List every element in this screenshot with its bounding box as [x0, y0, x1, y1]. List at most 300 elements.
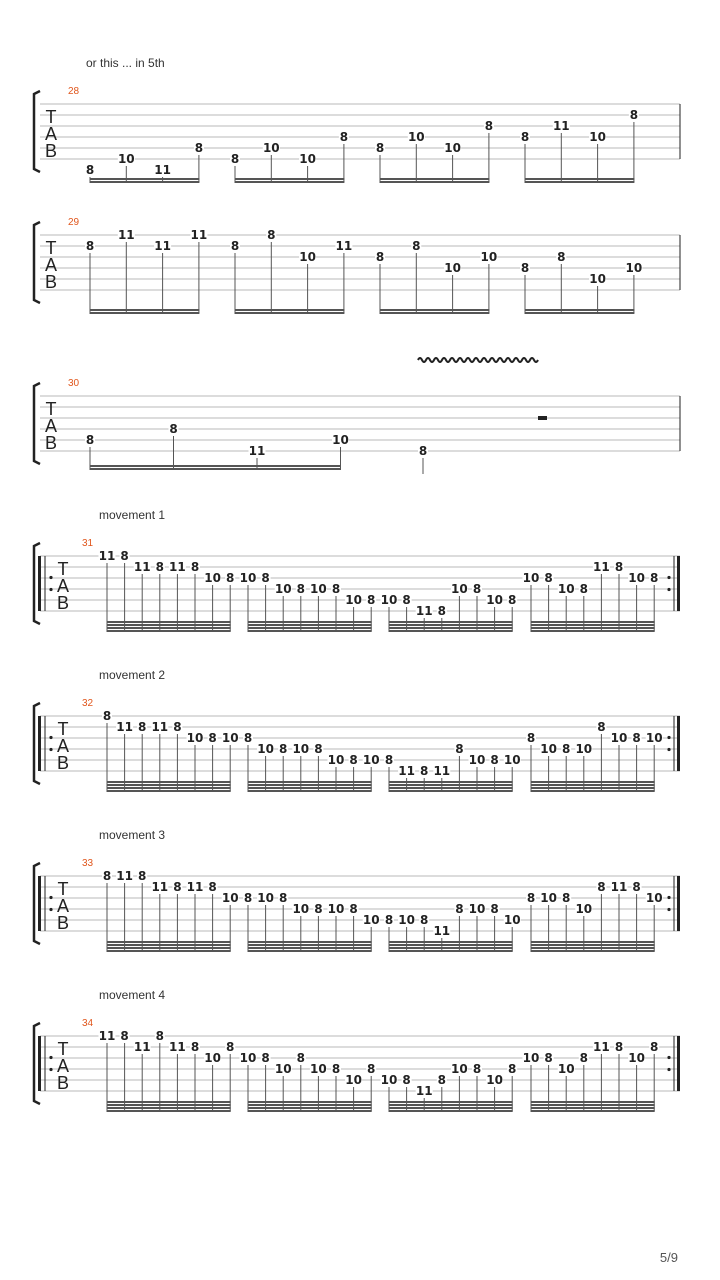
- beam: [90, 312, 200, 314]
- fret-number: 8: [314, 742, 323, 756]
- tab-clef-letter: A: [44, 255, 58, 275]
- beam: [389, 781, 513, 783]
- beam: [248, 621, 372, 623]
- beam: [389, 950, 513, 952]
- fret-number: 10: [645, 731, 663, 745]
- fret-number: 10: [444, 261, 461, 275]
- tab-clef-letter: B: [56, 1073, 70, 1093]
- fret-number: 10: [480, 250, 498, 264]
- fret-number: 10: [345, 593, 362, 607]
- beam: [107, 941, 231, 943]
- system-bracket: [34, 91, 40, 172]
- fret-number: 8: [138, 720, 147, 734]
- tab-clef-letter: A: [44, 124, 58, 144]
- fret-number: 11: [593, 560, 610, 574]
- system-bracket: [34, 383, 40, 464]
- fret-number: 8: [208, 731, 217, 745]
- beam: [531, 787, 655, 789]
- beam: [380, 309, 490, 311]
- beam: [235, 181, 345, 183]
- fret-number: 10: [468, 902, 486, 916]
- repeat-dot: [49, 576, 52, 579]
- fret-number: 10: [557, 1062, 575, 1076]
- beam: [248, 941, 372, 943]
- fret-number: 10: [299, 152, 316, 166]
- beam: [90, 465, 342, 467]
- beam: [107, 1107, 231, 1109]
- beam: [248, 784, 372, 786]
- beam: [90, 178, 200, 180]
- fret-number: 11: [151, 880, 169, 894]
- repeat-dot: [667, 908, 670, 911]
- beam: [107, 781, 231, 783]
- measure-number: 31: [82, 538, 94, 549]
- fret-number: 8: [194, 141, 204, 155]
- repeat-start-thick-bar: [38, 556, 41, 611]
- beam: [235, 312, 345, 314]
- fret-number: 8: [120, 1029, 129, 1043]
- beam: [107, 627, 231, 629]
- fret-number: 10: [444, 141, 461, 155]
- fret-number: 11: [98, 549, 116, 563]
- repeat-dot: [49, 736, 52, 739]
- fret-number: 8: [437, 604, 446, 618]
- tab-clef-letter: B: [44, 272, 58, 292]
- fret-number: 8: [544, 1051, 553, 1065]
- beam: [389, 627, 513, 629]
- fret-number: 8: [437, 1073, 446, 1087]
- fret-number: 10: [292, 902, 310, 916]
- fret-number: 8: [412, 239, 421, 253]
- fret-number: 10: [362, 913, 380, 927]
- fret-number: 10: [332, 433, 349, 447]
- fret-number: 10: [262, 141, 280, 155]
- beam: [531, 624, 655, 626]
- fret-number: 10: [589, 130, 606, 144]
- beam: [107, 787, 231, 789]
- fret-number: 11: [116, 720, 133, 734]
- beam: [389, 1107, 513, 1109]
- repeat-start-thick-bar: [38, 876, 41, 931]
- beam: [248, 624, 372, 626]
- fret-number: 10: [292, 742, 310, 756]
- repeat-dot: [667, 748, 670, 751]
- fret-number: 10: [407, 130, 425, 144]
- measure-number: 34: [82, 1018, 94, 1029]
- fret-number: 10: [380, 593, 398, 607]
- beam: [531, 781, 655, 783]
- beam: [107, 624, 231, 626]
- fret-number: 10: [186, 731, 204, 745]
- fret-number: 10: [310, 1062, 327, 1076]
- beam: [531, 627, 655, 629]
- fret-number: 8: [349, 902, 358, 916]
- fret-number: 11: [117, 228, 135, 242]
- fret-number: 8: [155, 560, 164, 574]
- fret-number: 10: [327, 753, 345, 767]
- repeat-dot: [667, 576, 670, 579]
- section-caption: or this ... in 5th: [86, 56, 165, 70]
- staff-system: [34, 56, 680, 183]
- repeat-end-thick-bar: [677, 556, 680, 611]
- fret-number: 8: [597, 880, 606, 894]
- fret-number: 8: [472, 582, 482, 596]
- fret-number: 8: [243, 891, 253, 905]
- repeat-dot: [49, 1068, 52, 1071]
- beam: [389, 947, 513, 949]
- fret-number: 8: [190, 560, 200, 574]
- fret-number: 8: [614, 560, 624, 574]
- fret-number: 10: [362, 753, 380, 767]
- fret-number: 10: [221, 891, 239, 905]
- beam: [248, 627, 372, 629]
- fret-number: 8: [526, 891, 536, 905]
- fret-number: 11: [433, 764, 451, 778]
- fret-number: 10: [451, 1062, 468, 1076]
- beam: [235, 178, 345, 180]
- repeat-dot: [49, 588, 52, 591]
- fret-number: 11: [151, 720, 169, 734]
- fret-number: 8: [173, 880, 182, 894]
- fret-number: 8: [208, 880, 217, 894]
- beam: [107, 1101, 231, 1103]
- fret-number: 8: [375, 141, 385, 155]
- beam: [248, 781, 372, 783]
- fret-number: 10: [398, 913, 415, 927]
- tab-clef-letter: T: [45, 107, 57, 127]
- beam: [531, 944, 655, 946]
- fret-number: 8: [402, 1073, 411, 1087]
- fret-number: 8: [279, 742, 288, 756]
- repeat-dot: [667, 588, 670, 591]
- measure-number: 30: [68, 378, 80, 389]
- fret-number: 8: [85, 239, 95, 253]
- fret-number: 10: [486, 1073, 503, 1087]
- fret-number: 8: [331, 1062, 341, 1076]
- beam: [107, 790, 231, 792]
- fret-number: 8: [629, 108, 639, 122]
- fret-number: 8: [138, 869, 147, 883]
- fret-number: 8: [520, 261, 530, 275]
- beam: [525, 181, 635, 183]
- fret-number: 8: [173, 720, 182, 734]
- system-bracket: [34, 222, 40, 303]
- fret-number: 10: [645, 891, 663, 905]
- fret-number: 8: [544, 571, 553, 585]
- fret-number: 8: [349, 753, 358, 767]
- fret-number: 8: [418, 444, 428, 458]
- fret-number: 8: [367, 1062, 376, 1076]
- page-number: 5/9: [659, 1250, 678, 1265]
- beam: [389, 790, 513, 792]
- beam: [531, 1107, 655, 1109]
- fret-number: 11: [398, 764, 415, 778]
- fret-number: 8: [402, 593, 411, 607]
- beam: [525, 309, 635, 311]
- beam: [380, 178, 490, 180]
- fret-number: 8: [230, 239, 240, 253]
- beam: [248, 947, 372, 949]
- beam: [107, 784, 231, 786]
- fret-number: 8: [296, 582, 305, 596]
- fret-number: 10: [589, 272, 606, 286]
- fret-number: 8: [455, 902, 464, 916]
- fret-number: 10: [257, 891, 274, 905]
- fret-number: 8: [279, 891, 288, 905]
- fret-number: 8: [169, 422, 178, 436]
- beam: [380, 312, 490, 314]
- staff-system: [34, 358, 680, 474]
- tab-clef-letter: B: [56, 753, 70, 773]
- repeat-dot: [667, 736, 670, 739]
- measure-number: 28: [68, 86, 80, 97]
- fret-number: 11: [169, 1040, 186, 1054]
- beam: [107, 947, 231, 949]
- measure-number: 33: [82, 858, 94, 869]
- beam: [525, 178, 635, 180]
- fret-number: 10: [327, 902, 345, 916]
- repeat-dot: [667, 1068, 670, 1071]
- fret-number: 8: [650, 1040, 659, 1054]
- fret-number: 8: [243, 731, 253, 745]
- fret-number: 10: [575, 742, 593, 756]
- fret-number: 10: [274, 582, 292, 596]
- staff-system: [34, 508, 680, 632]
- fret-number: 11: [415, 604, 433, 618]
- fret-number: 8: [331, 582, 341, 596]
- beam: [389, 621, 513, 623]
- fret-number: 10: [625, 261, 643, 275]
- fret-number: 8: [85, 163, 95, 177]
- measure-number: 29: [68, 217, 80, 228]
- beam: [531, 784, 655, 786]
- tab-clef-letter: A: [56, 1056, 70, 1076]
- section-caption: movement 3: [99, 828, 166, 842]
- fret-number: 11: [116, 869, 133, 883]
- tab-clef-letter: A: [56, 576, 70, 596]
- fret-number: 10: [468, 753, 486, 767]
- tab-clef-letter: B: [56, 593, 70, 613]
- repeat-dot: [667, 1056, 670, 1059]
- fret-number: 10: [522, 1051, 540, 1065]
- beam: [248, 790, 372, 792]
- fret-number: 8: [562, 742, 571, 756]
- repeat-dot: [49, 908, 52, 911]
- fret-number: 8: [579, 582, 588, 596]
- staff-system: [34, 988, 680, 1112]
- fret-number: 8: [155, 1029, 164, 1043]
- fret-number: 11: [552, 119, 570, 133]
- repeat-dot: [49, 748, 52, 751]
- repeat-dot: [49, 896, 52, 899]
- fret-number: 8: [508, 593, 517, 607]
- tab-clef-letter: T: [57, 559, 69, 579]
- beam: [107, 944, 231, 946]
- fret-number: 10: [503, 913, 521, 927]
- tab-clef-letter: B: [56, 913, 70, 933]
- tab-clef-letter: B: [44, 141, 58, 161]
- fret-number: 8: [455, 742, 464, 756]
- beam: [389, 1104, 513, 1106]
- fret-number: 8: [384, 913, 394, 927]
- beam: [248, 1104, 372, 1106]
- fret-number: 11: [154, 239, 171, 253]
- fret-number: 10: [117, 152, 135, 166]
- fret-number: 8: [120, 549, 129, 563]
- fret-number: 11: [98, 1029, 116, 1043]
- fret-number: 10: [503, 753, 521, 767]
- fret-number: 8: [526, 731, 536, 745]
- staff-system: [34, 668, 680, 792]
- beam: [525, 312, 635, 314]
- beam: [389, 784, 513, 786]
- beam: [248, 1110, 372, 1112]
- fret-number: 10: [451, 582, 468, 596]
- beam: [248, 630, 372, 632]
- fret-number: 8: [261, 1051, 270, 1065]
- tab-clef-letter: T: [57, 719, 69, 739]
- tab-clef-letter: T: [45, 399, 57, 419]
- beam: [248, 787, 372, 789]
- fret-number: 8: [490, 753, 499, 767]
- repeat-start-thick-bar: [38, 1036, 41, 1091]
- beam: [107, 950, 231, 952]
- fret-number: 8: [367, 593, 376, 607]
- beam: [531, 621, 655, 623]
- fret-number: 10: [557, 582, 575, 596]
- fret-number: 11: [593, 1040, 610, 1054]
- fret-number: 10: [610, 731, 628, 745]
- beam: [531, 1101, 655, 1103]
- fret-number: 8: [650, 571, 659, 585]
- fret-number: 8: [261, 571, 270, 585]
- beam: [531, 941, 655, 943]
- beam: [248, 944, 372, 946]
- fret-number: 8: [267, 228, 276, 242]
- fret-number: 10: [239, 1051, 257, 1065]
- fret-number: 10: [540, 742, 557, 756]
- fret-number: 10: [540, 891, 557, 905]
- fret-number: 10: [204, 571, 221, 585]
- fret-number: 8: [484, 119, 494, 133]
- beam: [389, 941, 513, 943]
- fret-number: 10: [628, 571, 645, 585]
- fret-number: 10: [486, 593, 503, 607]
- fret-number: 8: [614, 1040, 624, 1054]
- staff-system: [34, 828, 680, 952]
- beam: [531, 1104, 655, 1106]
- fret-number: 11: [133, 560, 151, 574]
- beam: [90, 309, 200, 311]
- vibrato-line: [418, 358, 538, 362]
- tab-clef-letter: B: [44, 433, 58, 453]
- fret-number: 10: [310, 582, 327, 596]
- beam: [107, 1104, 231, 1106]
- tab-clef-letter: T: [57, 1039, 69, 1059]
- beam: [248, 1107, 372, 1109]
- fret-number: 8: [557, 250, 566, 264]
- staff-system: [34, 217, 680, 314]
- section-caption: movement 2: [99, 668, 166, 682]
- fret-number: 11: [415, 1084, 433, 1098]
- fret-number: 11: [433, 924, 451, 938]
- fret-number: 8: [490, 902, 499, 916]
- fret-number: 8: [339, 130, 349, 144]
- repeat-end-thick-bar: [677, 716, 680, 771]
- beam: [248, 1101, 372, 1103]
- fret-number: 8: [226, 1040, 235, 1054]
- fret-number: 8: [230, 152, 240, 166]
- fret-number: 10: [628, 1051, 645, 1065]
- fret-number: 8: [102, 709, 112, 723]
- section-caption: movement 1: [99, 508, 166, 522]
- fret-number: 11: [335, 239, 353, 253]
- beam: [531, 947, 655, 949]
- beam: [389, 787, 513, 789]
- beam: [248, 950, 372, 952]
- beam: [90, 181, 200, 183]
- beam: [235, 309, 345, 311]
- fret-number: 8: [472, 1062, 482, 1076]
- tab-clef-letter: T: [57, 879, 69, 899]
- fret-number: 11: [169, 560, 186, 574]
- beam: [531, 790, 655, 792]
- fret-number: 11: [133, 1040, 151, 1054]
- beam: [389, 1110, 513, 1112]
- fret-number: 8: [632, 731, 641, 745]
- repeat-end-thick-bar: [677, 876, 680, 931]
- measure-number: 32: [82, 698, 94, 709]
- fret-number: 10: [522, 571, 540, 585]
- fret-number: 10: [380, 1073, 398, 1087]
- fret-number: 11: [190, 228, 208, 242]
- beam: [531, 630, 655, 632]
- repeat-dot: [667, 896, 670, 899]
- fret-number: 8: [190, 1040, 200, 1054]
- fret-number: 8: [579, 1051, 588, 1065]
- section-caption: movement 4: [99, 988, 166, 1002]
- tab-clef-letter: A: [44, 416, 58, 436]
- beam: [90, 468, 342, 470]
- fret-number: 8: [375, 250, 385, 264]
- fret-number: 8: [296, 1051, 305, 1065]
- fret-number: 8: [520, 130, 530, 144]
- beam: [107, 621, 231, 623]
- beam: [380, 181, 490, 183]
- tab-clef-letter: A: [56, 896, 70, 916]
- fret-number: 8: [85, 433, 95, 447]
- fret-number: 11: [186, 880, 204, 894]
- beam: [389, 624, 513, 626]
- fret-number: 11: [610, 880, 628, 894]
- fret-number: 8: [102, 869, 112, 883]
- beam: [107, 1110, 231, 1112]
- beam: [531, 1110, 655, 1112]
- tab-clef-letter: T: [45, 238, 57, 258]
- fret-number: 8: [508, 1062, 517, 1076]
- fret-number: 10: [257, 742, 274, 756]
- fret-number: 8: [314, 902, 323, 916]
- beam: [389, 630, 513, 632]
- fret-number: 8: [632, 880, 641, 894]
- repeat-dot: [49, 1056, 52, 1059]
- beam: [389, 1101, 513, 1103]
- fret-number: 10: [575, 902, 593, 916]
- fret-number: 8: [562, 891, 571, 905]
- half-rest: [538, 416, 547, 420]
- fret-number: 10: [221, 731, 239, 745]
- fret-number: 11: [154, 163, 171, 177]
